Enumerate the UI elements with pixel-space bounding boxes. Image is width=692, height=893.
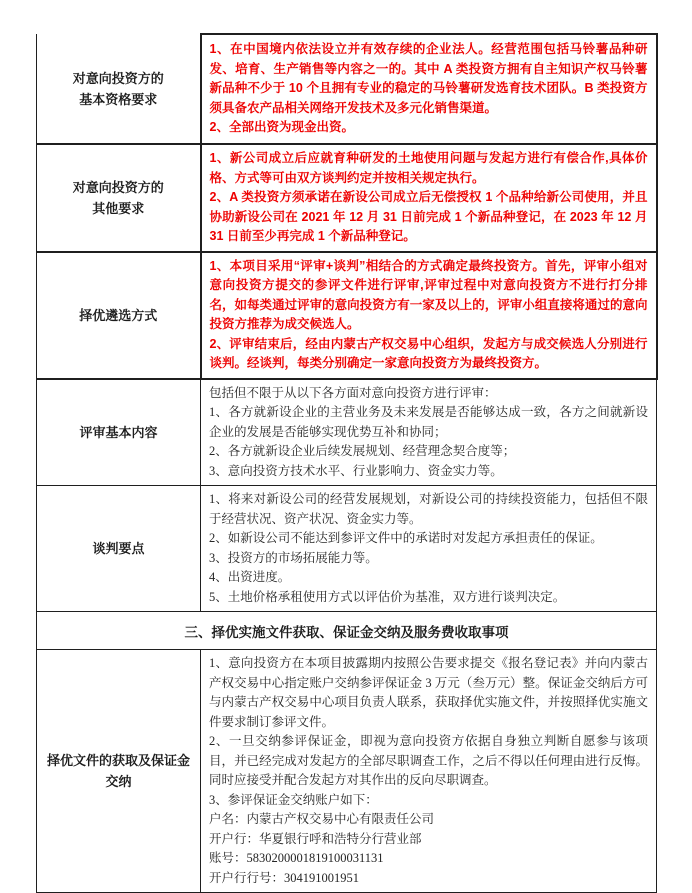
row-label <box>37 486 201 612</box>
content-paragraph: 5、土地价格承租使用方式以评估价为基准，双方进行谈判决定。 <box>209 589 566 604</box>
content-paragraph: 开户行：华夏银行呼和浩特分行营业部 <box>209 831 422 846</box>
content-paragraph: 1、各方就新设企业的主营业务及未来发展是否能够达成一致，各方之间就新设企业的发展是否能够实现优势互补和协同； <box>209 405 648 439</box>
row-label <box>37 379 201 486</box>
row-label <box>37 252 201 379</box>
content-paragraph: 1、新公司成立后应就育种研发的土地使用问题与发起方进行有偿合作,具体价格、方式等可由双方谈判约定并按相关规定执行。 <box>209 151 648 185</box>
content-paragraph: 1、将来对新设公司的经营发展规划，对新设公司的持续投资能力，包括但不限于经营状况、资产状况、资金实力等。 <box>209 492 648 526</box>
row-content <box>201 34 657 144</box>
content-paragraph: 2、如新设公司不能达到参评文件中的承诺时对发起方承担责任的保证。 <box>209 531 603 545</box>
content-paragraph: 4、出资进度。 <box>209 570 291 584</box>
row-label-line: 基本资格要求 <box>79 91 158 107</box>
content-paragraph: 开户行行号：304191001951 <box>209 870 360 885</box>
row-label-line: 谈判要点 <box>92 541 145 556</box>
row-label-line: 评审基本内容 <box>79 424 158 440</box>
table-row <box>37 650 657 893</box>
row-label-line: 择优文件的获取及保证金 <box>46 753 190 768</box>
content-paragraph: 3、参评保证金交纳账户如下： <box>209 792 378 807</box>
section-header-title: 三、择优实施文件获取、保证金交纳及服务费收取事项 <box>37 612 657 650</box>
row-label <box>37 34 201 144</box>
content-paragraph: 2、评审结束后，经由内蒙古产权交易中心组织，发起方与成交候选人分别进行谈判。经谈判，每类分别确定一家意向投资方为最终投资方。 <box>209 336 648 370</box>
row-label <box>37 650 201 893</box>
content-paragraph: 3、投资方的市场拓展能力等。 <box>209 550 378 565</box>
content-paragraph: 1、在中国境内依法设立并有效存续的企业法人。经营范围包括马铃薯品种研发、培育、生产销售等内容之一的。其中 A 类投资方拥有自主知识产权马铃薯新品种不少于 10 个且拥有专业的稳定的马铃薯研发选育技术团队。B 类投资方须具备农产品相关网络开发技术及多元化销售渠道。 <box>209 42 648 115</box>
content-paragraph: 2、各方就新设企业后续发展规划、经营理念契合度等； <box>209 444 516 458</box>
row-label-line: 择优遴选方式 <box>79 307 158 323</box>
row-content <box>201 379 657 486</box>
table-row <box>37 379 657 486</box>
content-paragraph: 账号：5830200001819100031131 <box>209 851 384 865</box>
table-row <box>37 34 657 144</box>
content-paragraph: 2、A 类投资方须承诺在新设公司成立后无偿授权 1 个品种给新公司使用，并且协助新设公司在 2021 年 12 月 31 日前完成 1 个新品种登记，在 2023 年 12 月 31 日前至少再完成 1 个新品种登记。 <box>209 190 648 243</box>
row-content <box>201 252 657 379</box>
content-paragraph: 户名：内蒙古产权交易中心有限责任公司 <box>209 812 435 826</box>
row-label-line: 其他要求 <box>92 200 145 216</box>
content-paragraph: 1、本项目采用“评审+谈判”相结合的方式确定最终投资方。首先，评审小组对意向投资方提交的参评文件进行评审,评审过程中对意向投资方不进行打分排名，如每类通过评审的意向投资方有一家及以上的，评审小组直接将通过的意向投资方推荐为成交候选人。 <box>209 258 648 331</box>
table-row <box>37 252 657 379</box>
row-label-line: 对意向投资方的 <box>72 179 164 195</box>
investor-selection-table <box>36 33 658 893</box>
section-header-row <box>37 612 657 650</box>
table-row <box>37 144 657 252</box>
content-paragraph: 1、意向投资方在本项目披露期内按照公告要求提交《报名登记表》并向内蒙古产权交易中心指定账户交纳参评保证金 3 万元（叁万元）整。保证金交纳后方可与内蒙古产权交易中心项目负责人联系，获取择优实施文件，并按照择优实施文件要求制订参评文件。 <box>209 656 648 729</box>
row-content <box>201 144 657 252</box>
table-row <box>37 486 657 612</box>
row-content <box>201 486 657 612</box>
content-paragraph: 包括但不限于从以下各方面对意向投资方进行评审： <box>209 385 497 400</box>
content-paragraph: 2、全部出资为现金出资。 <box>209 120 354 135</box>
row-label-line: 对意向投资方的 <box>72 70 164 86</box>
row-label <box>37 144 201 252</box>
content-paragraph: 2、一旦交纳参评保证金，即视为意向投资方依据自身独立判断自愿参与该项目，并已经完成对发起方的全部尽职调查工作，之后不得以任何理由进行反悔。同时应接受并配合发起方对其作出的反向尽职调查。 <box>209 734 648 787</box>
row-label-line: 交纳 <box>105 774 132 789</box>
content-paragraph: 3、意向投资方技术水平、行业影响力、资金实力等。 <box>209 463 503 478</box>
row-content <box>201 650 657 893</box>
table-body <box>37 34 657 893</box>
